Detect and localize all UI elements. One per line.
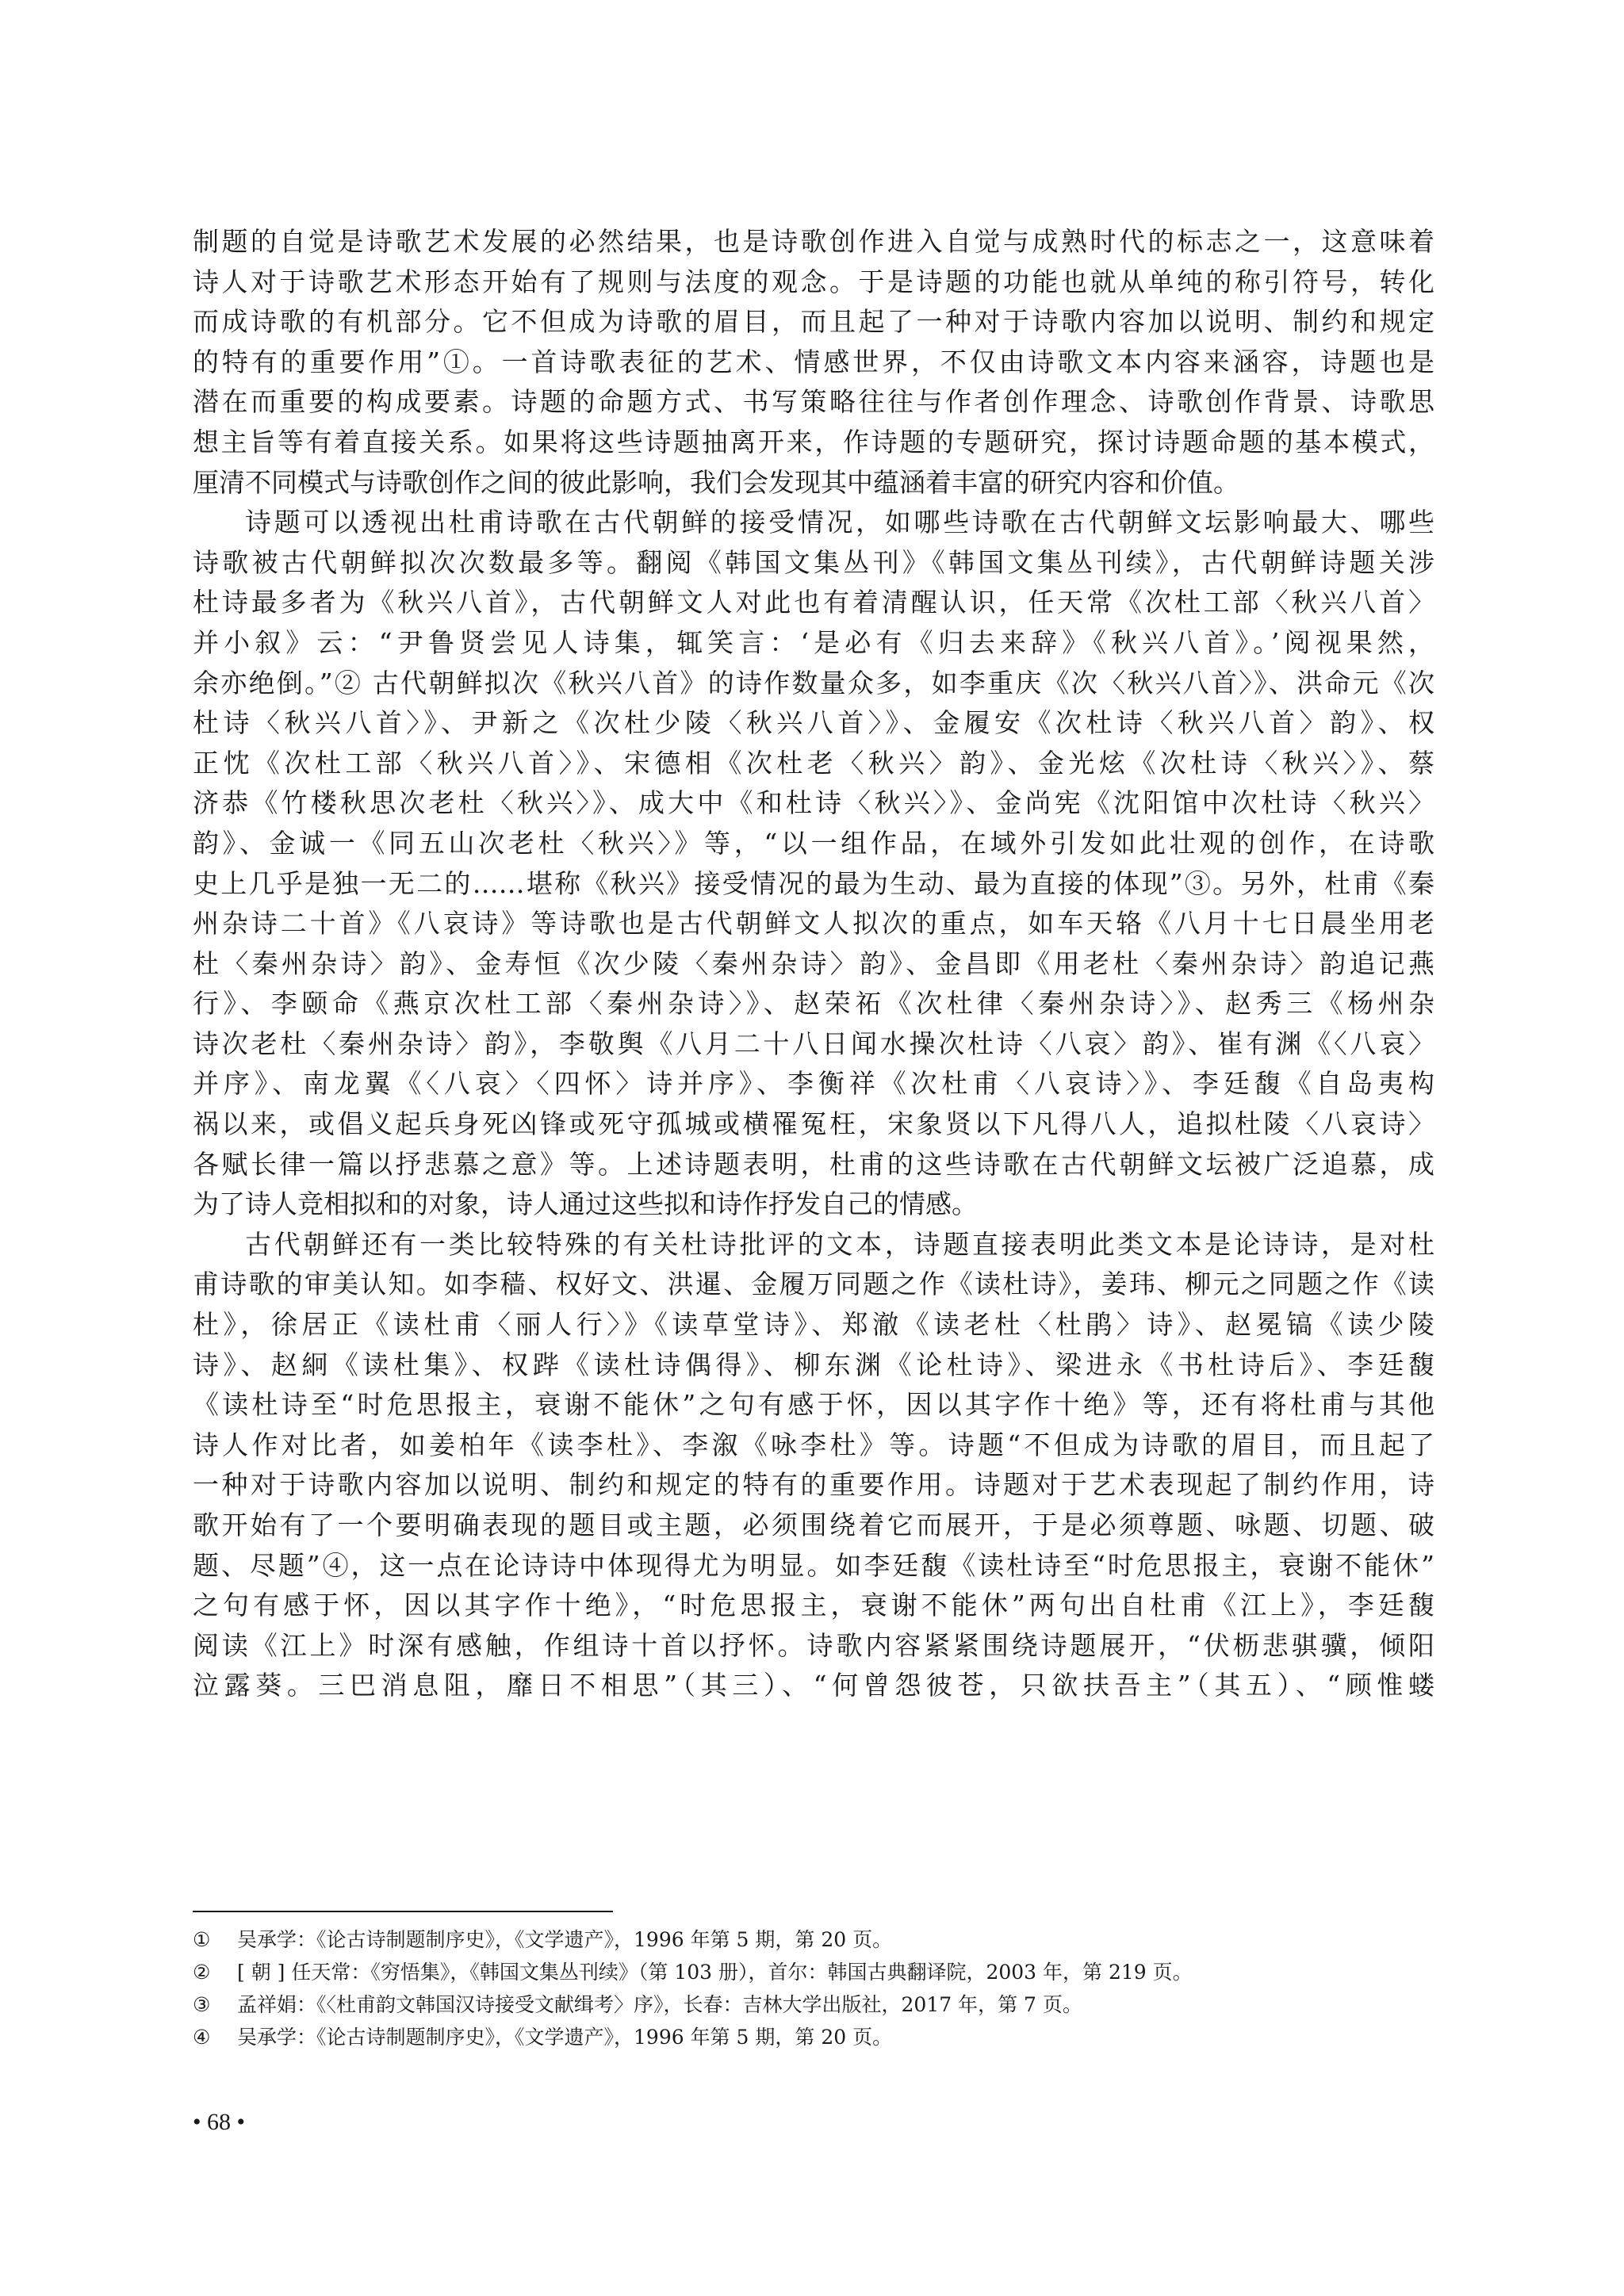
text-line: 杜〈秦州杂诗〉韵》、金寿恒《次少陵〈秦州杂诗〉韵》、金昌即《用老杜〈秦州杂诗〉韵追记燕 (193, 947, 1434, 979)
text-line: 并小叙》云：“尹鲁贤尝见人诗集，辄笑言：‘是必有《归去来辞》《秋兴八首》。’阅视果然， (193, 626, 1434, 658)
text-line: 余亦绝倒。”② 古代朝鲜拟次《秋兴八首》的诗作数量众多，如李重庆《次〈秋兴八首〉》、洪命元《次 (193, 667, 1434, 698)
text-line: 之句有感于怀，因以其字作十绝》，“时危思报主，衰谢不能休”两句出自杜甫《江上》，李廷馥 (193, 1590, 1434, 1621)
text-line: 歌开始有了一个要明确表现的题目或主题，必须围绕着它而展开，于是必须尊题、咏题、切题、破 (193, 1510, 1434, 1540)
text-line: 诗次老杜〈秦州杂诗〉韵》，李敬舆《八月二十八日闻水操次杜诗〈八哀〉韵》、崔有渊《〈八哀〉 (193, 1027, 1434, 1059)
text-line: 的特有的重要作用”①。一首诗歌表征的艺术、情感世界，不仅由诗歌文本内容来涵容，诗题也是 (193, 346, 1434, 377)
text-line: 诗人对于诗歌艺术形态开始有了规则与法度的观念。于是诗题的功能也就从单纯的称引符号，转化 (193, 266, 1434, 297)
text-line: 想主旨等有着直接关系。如果将这些诗题抽离开来，作诗题的专题研究，探讨诗题命题的基本模式， (193, 426, 1434, 457)
text-line: 各赋长律一篇以抒悲慕之意》等。上述诗题表明，杜甫的这些诗歌在古代朝鲜文坛被广泛追慕，成 (193, 1148, 1434, 1180)
page-number: • 68 • (193, 2109, 246, 2135)
text-line: 杜》，徐居正《读杜甫〈丽人行〉》《读草堂诗》、郑澈《读老杜〈杜鹃〉诗》、赵冕镐《读少陵 (193, 1309, 1434, 1341)
footnote-text: 吴承学：《论古诗制题制序史》，《文学遗产》，1996 年第 5 期，第 20 页。 (237, 1928, 893, 1951)
text-line: 韵》、金诚一《同五山次老杜〈秋兴〉》等，“以一组作品，在域外引发如此壮观的创作，在诗歌 (193, 827, 1434, 859)
footnote-text: 吴承学：《论古诗制题制序史》，《文学遗产》，1996 年第 5 期，第 20 页。 (237, 2026, 893, 2049)
text-line: 古代朝鲜还有一类比较特殊的有关杜诗批评的文本，诗题直接表明此类文本是论诗诗，是对杜 (245, 1228, 1434, 1260)
footnote (193, 2022, 1434, 2055)
footnote-mark: ② (193, 1961, 211, 1984)
footnote-mark: ③ (193, 1993, 211, 2016)
text-line: 《读杜诗至“时危思报主，衰谢不能休”之句有感于怀，因以其字作十绝》等，还有将杜甫与其他 (193, 1389, 1434, 1421)
text-line: 厘清不同模式与诗歌创作之间的彼此影响，我们会发现其中蕴涵着丰富的研究内容和价值。 (193, 466, 1239, 498)
footnote (193, 1990, 1434, 2022)
text-line: 潜在而重要的构成要素。诗题的命题方式、书写策略往往与作者创作理念、诗歌创作背景、诗歌思 (193, 386, 1434, 418)
text-line: 甫诗歌的审美认知。如李穑、权好文、洪暹、金履万同题之作《读杜诗》，姜玮、柳元之同题之作《读 (193, 1269, 1434, 1300)
text-line: 而成诗歌的有机部分。它不但成为诗歌的眉目，而且起了一种对于诗歌内容加以说明、制约和规定 (193, 306, 1434, 338)
text-line: 杜诗最多者为《秋兴八首》，古代朝鲜文人对此也有着清醒认识，任天常《次杜工部〈秋兴八首〉 (193, 587, 1434, 618)
text-line: 诗》、赵絅《读杜集》、权跸《读杜诗偶得》、柳东渊《论杜诗》、梁进永《书杜诗后》、李廷馥 (193, 1349, 1434, 1380)
body-text (193, 222, 1434, 1706)
footnote-text: [ 朝 ] 任天常：《穷悟集》，《韩国文集丛刊续》（第 103 册），首尔：韩国古典翻译院，2003 年，第 219 页。 (237, 1961, 1193, 1984)
text-line: 祸以来，或倡义起兵身死凶锋或死守孤城或横罹冤枉，宋象贤以下凡得八人，追拟杜陵〈八哀诗〉 (193, 1108, 1434, 1140)
text-line: 史上几乎是独一无二的……堪称《秋兴》接受情况的最为生动、最为直接的体现”③。另外，杜甫《秦 (193, 867, 1434, 899)
text-line: 济恭《竹楼秋思次老杜〈秋兴〉》、成大中《和杜诗〈秋兴〉》、金尚宪《沈阳馆中次杜诗〈秋兴〉 (193, 787, 1434, 819)
footnote-text: 孟祥娟：《〈杜甫韵文韩国汉诗接受文献缉考〉序》，长春：吉林大学出版社，2017 年，第 7 页。 (237, 1993, 1082, 2016)
footnote-mark: ④ (193, 2026, 211, 2049)
text-line: 行》、李颐命《燕京次杜工部〈秦州杂诗〉》、赵荣祏《次杜律〈秦州杂诗〉》、赵秀三《杨州杂 (193, 988, 1434, 1020)
text-line: 并序》、南龙翼《〈八哀〉〈四怀〉诗并序》、李衡祥《次杜甫〈八哀诗〉》、李廷馥《自岛夷构 (193, 1068, 1434, 1100)
footnotes (193, 1925, 1434, 2055)
text-line: 诗人作对比者，如姜柏年《读李杜》、李溆《咏李杜》等。诗题“不但成为诗歌的眉目，而且起了 (193, 1429, 1434, 1460)
text-line: 正忱《次杜工部〈秋兴八首〉》、宋德相《次杜老〈秋兴〉韵》、金光炫《次杜诗〈秋兴〉》、蔡 (193, 747, 1434, 779)
text-line: 阅读《江上》时深有感触，作组诗十首以抒怀。诗歌内容紧紧围绕诗题展开，“伏枥悲骐骥，倾阳 (193, 1629, 1434, 1661)
text-line: 为了诗人竞相拟和的对象，诗人通过这些拟和诗作抒发自己的情感。 (193, 1188, 978, 1220)
text-line: 一种对于诗歌内容加以说明、制约和规定的特有的重要作用。诗题对于艺术表现起了制约作用，诗 (193, 1469, 1434, 1501)
text-line: 诗歌被古代朝鲜拟次次数最多等。翻阅《韩国文集丛刊》《韩国文集丛刊续》，古代朝鲜诗题关涉 (193, 546, 1434, 578)
footnote-separator (193, 1911, 613, 1912)
text-line: 诗题可以透视出杜甫诗歌在古代朝鲜的接受情况，如哪些诗歌在古代朝鲜文坛影响最大、哪些 (245, 507, 1434, 538)
paragraph (193, 222, 1434, 503)
paragraph (193, 503, 1434, 1225)
text-line: 杜诗〈秋兴八首〉》、尹新之《次杜少陵〈秋兴八首〉》、金履安《次杜诗〈秋兴八首〉韵》、权 (193, 707, 1434, 739)
text-line: 题、尽题”④，这一点在论诗诗中体现得尤为明显。如李廷馥《读杜诗至“时危思报主，衰谢不能休” (193, 1549, 1434, 1581)
paragraph (193, 1225, 1434, 1706)
footnote-mark: ① (193, 1928, 211, 1951)
footnote (193, 1957, 1434, 1990)
footnote (193, 1925, 1434, 1957)
text-line: 泣露葵。三巴消息阻，靡日不相思”（其三）、“何曾怨彼苍，只欲扶吾主”（其五）、“顾惟蝼 (193, 1670, 1434, 1701)
text-line: 制题的自觉是诗歌艺术发展的必然结果，也是诗歌创作进入自觉与成熟时代的标志之一，这意味着 (193, 226, 1434, 257)
text-line: 州杂诗二十首》《八哀诗》等诗歌也是古代朝鲜文人拟次的重点，如车天辂《八月十七日晨坐用老 (193, 908, 1434, 939)
